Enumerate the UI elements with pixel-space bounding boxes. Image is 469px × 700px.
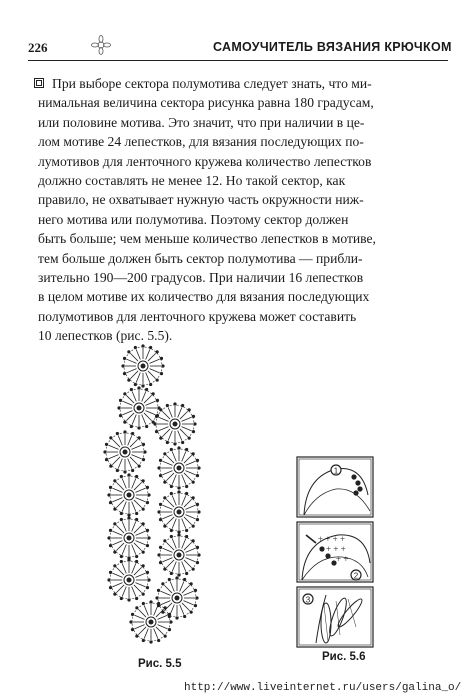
motif-flower: [157, 533, 200, 576]
motif-flower: [157, 490, 200, 533]
paragraph-line: или половине мотива. Это значит, что при наличии в це-: [38, 114, 365, 130]
paragraph-line: тем больше должен быть сектор полумотива — прибли-: [38, 250, 363, 266]
figure-5-6-caption: Рис. 5.6: [322, 651, 366, 663]
paragraph-line: При выборе сектора полумотива следует знать, что ми-: [52, 76, 372, 91]
paragraph-line: зительно 190—200 градусов. При наличии 16 лепестков: [38, 270, 364, 286]
paragraph-line: быть больше; чем меньше количество лепестков в мотиве,: [38, 231, 376, 247]
bullet-icon: [34, 78, 44, 88]
motif-flower: [155, 576, 198, 619]
paragraph-line: лумотивов для ленточного кружева количество лепестков: [38, 153, 372, 169]
step-3-label: 3: [305, 595, 311, 605]
half-motif-steps-diagram: [296, 455, 381, 650]
motif-flower: [107, 473, 150, 516]
svg-text:+ + + +: + + + +: [318, 534, 346, 544]
paragraph-line: него мотива или полумотива. Поэтому сектор должен: [38, 211, 349, 227]
main-paragraph: [38, 74, 446, 346]
book-title: САМОУЧИТЕЛЬ ВЯЗАНИЯ КРЮЧКОМ: [213, 40, 452, 54]
motif-flower: [103, 430, 146, 473]
step-2-label: 2: [353, 571, 359, 581]
paragraph-line: нимальная величина сектора рисунка равна 180 градусам,: [38, 95, 374, 111]
motif-flower: [107, 558, 150, 601]
paragraph-line: 10 лепестков (рис. 5.5).: [38, 328, 173, 344]
motif-flower: [157, 446, 200, 489]
svg-text:+ +: + +: [336, 554, 349, 564]
paragraph-line: лом мотиве 24 лепестков, для вязания последующих по-: [38, 134, 364, 150]
step-panel-2: [297, 522, 373, 582]
figure-5-5-caption: Рис. 5.5: [138, 658, 182, 670]
motif-flower: [121, 344, 164, 387]
crochet-motif-lace-diagram: [95, 340, 225, 645]
paragraph-line: должно составлять не менее 12. Но такой сектор, как: [38, 173, 346, 189]
paragraph-line: полумотивов для ленточного кружева может составить: [38, 308, 357, 324]
page-number: 226: [28, 40, 48, 55]
flower-ornament-icon: [91, 35, 111, 55]
motif-flower: [107, 516, 150, 559]
motif-flower: [153, 402, 196, 445]
watermark-url: http://www.liveinternet.ru/users/galina_o/: [184, 682, 462, 694]
step-1-label: 1: [333, 466, 339, 476]
motif-flower: [129, 600, 172, 643]
paragraph-line: в целом мотиве их количество для вязания последующих: [38, 289, 370, 305]
svg-text:+ + +: + + +: [326, 544, 346, 554]
paragraph-line: правило, не охватывает нужную часть окружности ниж-: [38, 192, 364, 208]
header-rule: [28, 60, 448, 61]
